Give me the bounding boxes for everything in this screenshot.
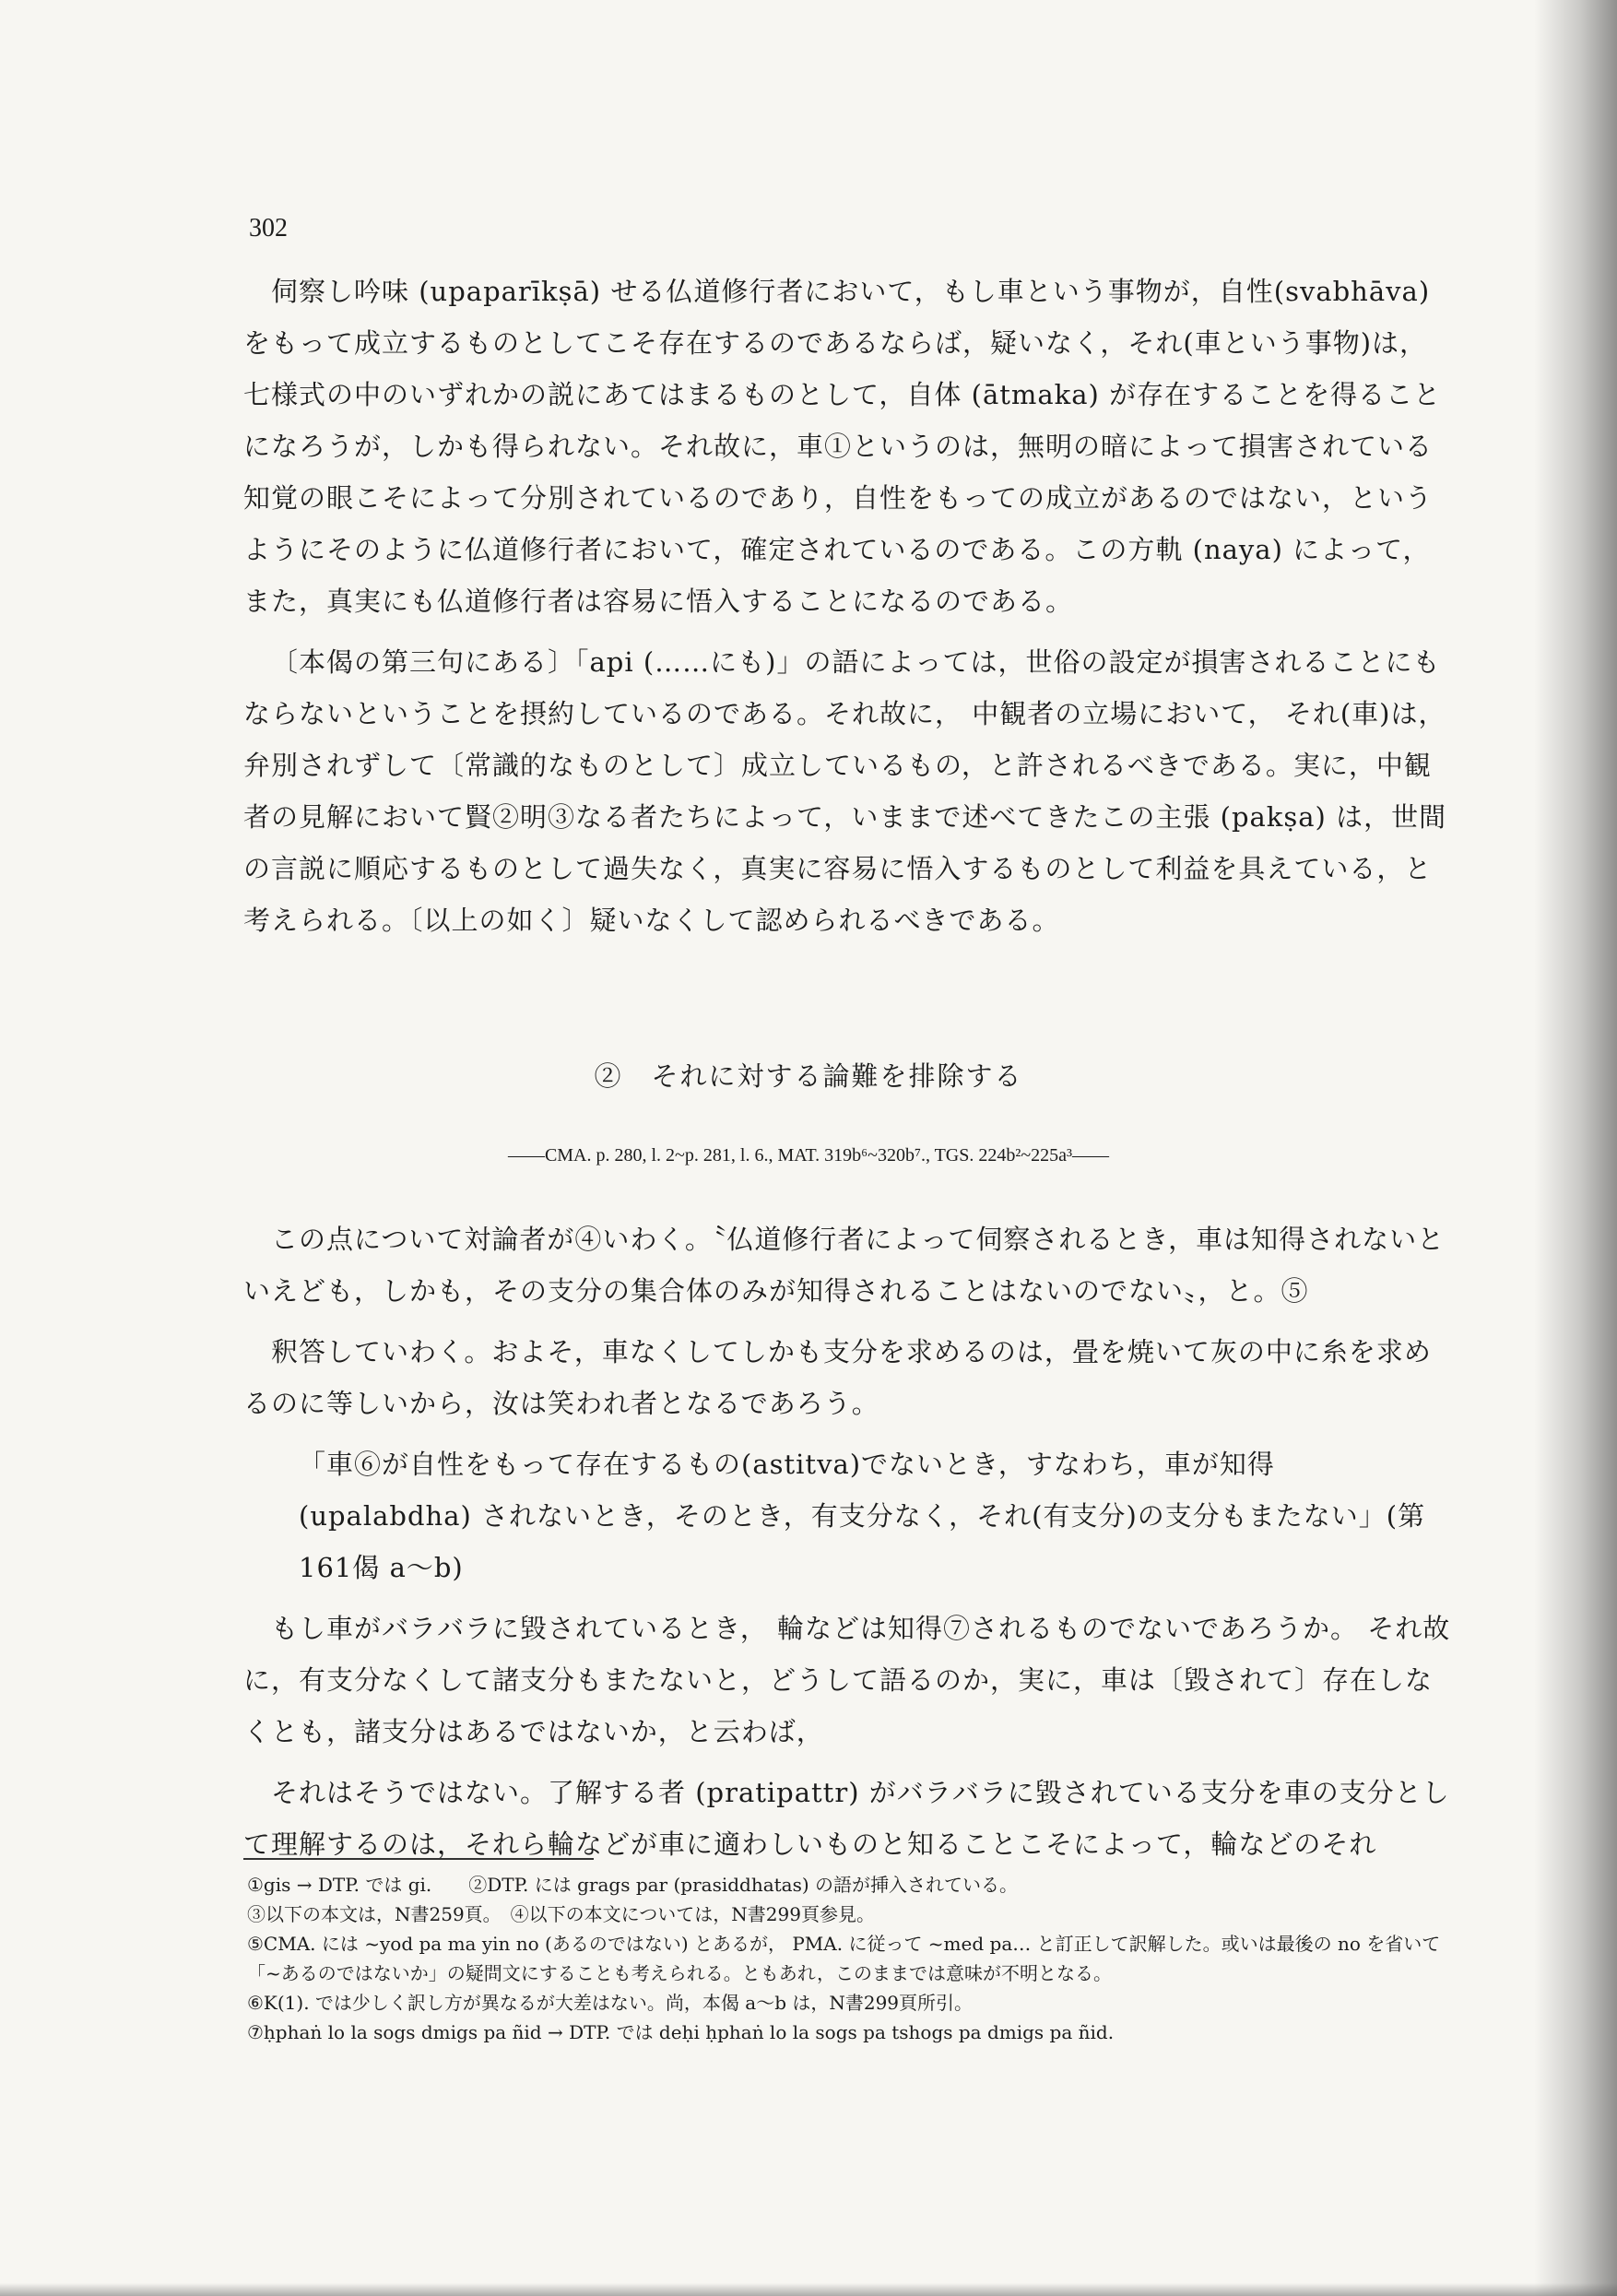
paragraph: それはそうではない。了解する者 (pratipattr) がバラバラに毀されている支分を車の支分として理解するのは，それら輪などが車に適わしいものと知ることこそによって，輪などのそれ (243, 1777, 1450, 1860)
scan-bottom-edge (0, 2283, 1617, 2296)
footnote: ③以下の本文は，N書259頁。 ④以下の本文については，N書299頁参見。 (247, 1903, 875, 1925)
paragraph: 〔本偈の第三句にある〕「api (……にも)」の語によっては，世俗の設定が損害されることにもならないということを摂約しているのである。それ故に， 中観者の立場において， それ(車)は，弁別されずして〔常識的なものとして〕成立しているもの，と許されるべきである。実に，中観者の見解において賢②明③なる者たちによって，いままで述べてきたこの主張 (pakṣa) は，世間の言説に順応するものとして過失なく，真実に容易に悟入するものとして利益を具えている，と考えられる。〔以上の如く〕疑いなくして認められるべきである。 (243, 646, 1447, 936)
footnote: ⑤CMA. には ~yod pa ma yin no (あるのではない) とあるが， PMA. に従って ~med pa… と訂正して訳解した。或いは最後の no を省いて「~あるのではないか」の疑問文にすることも考えられる。ともあれ，このままでは意味が不明となる。 (247, 1933, 1441, 1984)
page-number: 302 (249, 214, 288, 243)
footnote: ⑥K(1). では少しく訳し方が異なるが大差はない。尚，本偈 a～b は，N書299頁所引。 (247, 1992, 974, 2014)
footnotes (247, 1870, 1455, 2047)
verse-quotation: 「車⑥が自性をもって存在するもの(astitva)でないとき，すなわち，車が知得 (upalabdha) されないとき，そのとき，有支分なく，それ(有支分)の支分もまたない」(第161偈 a～b) (299, 1449, 1426, 1583)
paragraph: もし車がバラバラに毀されているとき， 輪などは知得⑦されるものでないであろうか。 それ故に，有支分なくして諸支分もまたないと，どうして語るのか，実に，車は〔毀されて〕存在しなくとも，諸支分はあるではないか，と云わば， (243, 1613, 1451, 1747)
footnote: ⑦ḥphaṅ lo la sogs dmigs pa ñid → DTP. では deḥi ḥphaṅ lo la sogs pa tshogs pa dmigs pa ñid. (247, 2021, 1115, 2043)
body-text-lower (243, 1213, 1451, 1870)
footnote-divider (243, 1858, 594, 1860)
section-heading: ② それに対する論難を排除する (594, 1060, 1023, 1092)
paragraph: この点について対論者が④いわく。〝仏道修行者によって伺察されるとき，車は知得されないといえども，しかも，その支分の集合体のみが知得されることはないのでない〟，と。⑤ (243, 1224, 1446, 1307)
footnote: ①gis → DTP. では gi. ②DTP. には grags par (prasiddhatas) の語が挿入されている。 (247, 1874, 1019, 1896)
section-reference: ——CMA. p. 280, l. 2~p. 281, l. 6., MAT. 319b⁶~320b⁷., TGS. 224b²~225a³—— (507, 1145, 1110, 1166)
scan-edge-shadow (1534, 0, 1617, 2296)
paragraph: 伺察し吟味 (upaparīkṣā) せる仏道修行者において，もし車という事物が，自性(svabhāva)をもって成立するものとしてこそ存在するのであるならば，疑いなく，それ(車という事物)は，七様式の中のいずれかの説にあてはまるものとして，自体 (ātmaka) が存在することを得ることになろうが，しかも得られない。それ故に，車①というのは，無明の暗によって損害されている知覚の眼こそによって分別されているのであり，自性をもっての成立があるのではない，というようにそのように仏道修行者において，確定されているのである。この方軌 (naya) によって，また，真実にも仏道修行者は容易に悟入することになるのである。 (243, 276, 1442, 617)
paragraph: 釈答していわく。およそ，車なくしてしかも支分を求めるのは，畳を焼いて灰の中に糸を求めるのに等しいから，汝は笑われ者となるであろう。 (243, 1336, 1432, 1419)
body-text-upper (243, 266, 1451, 946)
